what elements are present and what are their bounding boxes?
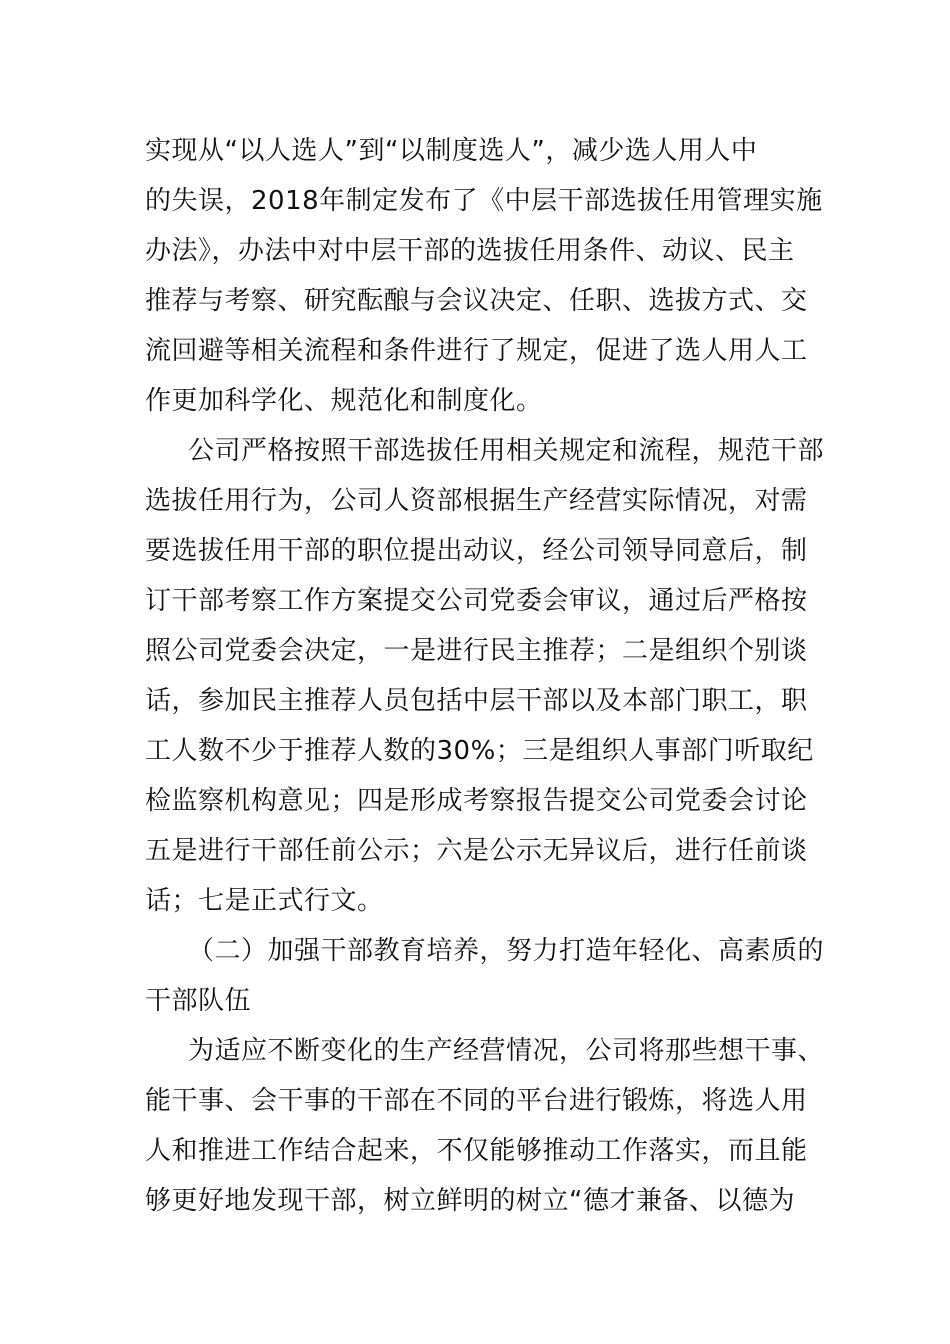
section-heading-continued: 干部队伍 [145, 986, 252, 1016]
text-line: 推荐与考察、研究酝酿与会议决定、任职、选拔方式、交 [145, 286, 808, 316]
text-line: 人和推进工作结合起来，不仅能够推动工作落实，而且能 [145, 1136, 808, 1166]
text-line: 选拔任用行为，公司人资部根据生产经营实际情况，对需 [145, 486, 808, 516]
text-line: 作更加科学化、规范化和制度化。 [145, 386, 543, 416]
text-line: 照公司党委会决定，一是进行民主推荐；二是组织个别谈 [145, 636, 808, 666]
text-line: 够更好地发现干部，树立鲜明的树立“德才兼备、以德为 [145, 1186, 795, 1216]
text-line: 的失误，2018年制定发布了《中层干部选拔任用管理实施 [145, 186, 823, 216]
text-line: 流回避等相关流程和条件进行了规定，促进了选人用人工 [145, 336, 808, 366]
text-line: 五是进行干部任前公示；六是公示无异议后，进行任前谈 [145, 836, 808, 866]
text-line: 工人数不少于推荐人数的30%；三是组织人事部门听取纪 [145, 736, 814, 766]
text-line: 订干部考察工作方案提交公司党委会审议，通过后严格按 [145, 586, 808, 616]
paragraph-first-line: 为适应不断变化的生产经营情况，公司将那些想干事、 [188, 1036, 825, 1066]
text-line: 实现从“以人选人”到“以制度选人”，减少选人用人中 [145, 136, 758, 166]
text-line: 话，参加民主推荐人员包括中层干部以及本部门职工，职 [145, 686, 808, 716]
text-line: 要选拔任用干部的职位提出动议，经公司领导同意后，制 [145, 536, 808, 566]
text-line: 检监察机构意见；四是形成考察报告提交公司党委会讨论 [145, 786, 808, 816]
text-line: 能干事、会干事的干部在不同的平台进行锻炼，将选人用 [145, 1086, 808, 1116]
text-line: 话；七是正式行文。 [145, 886, 384, 916]
paragraph-first-line: 公司严格按照干部选拔任用相关规定和流程，规范干部 [188, 436, 825, 466]
section-heading: （二）加强干部教育培养，努力打造年轻化、高素质的 [188, 936, 825, 966]
text-line: 办法》，办法中对中层干部的选拔任用条件、动议、民主 [145, 236, 795, 266]
